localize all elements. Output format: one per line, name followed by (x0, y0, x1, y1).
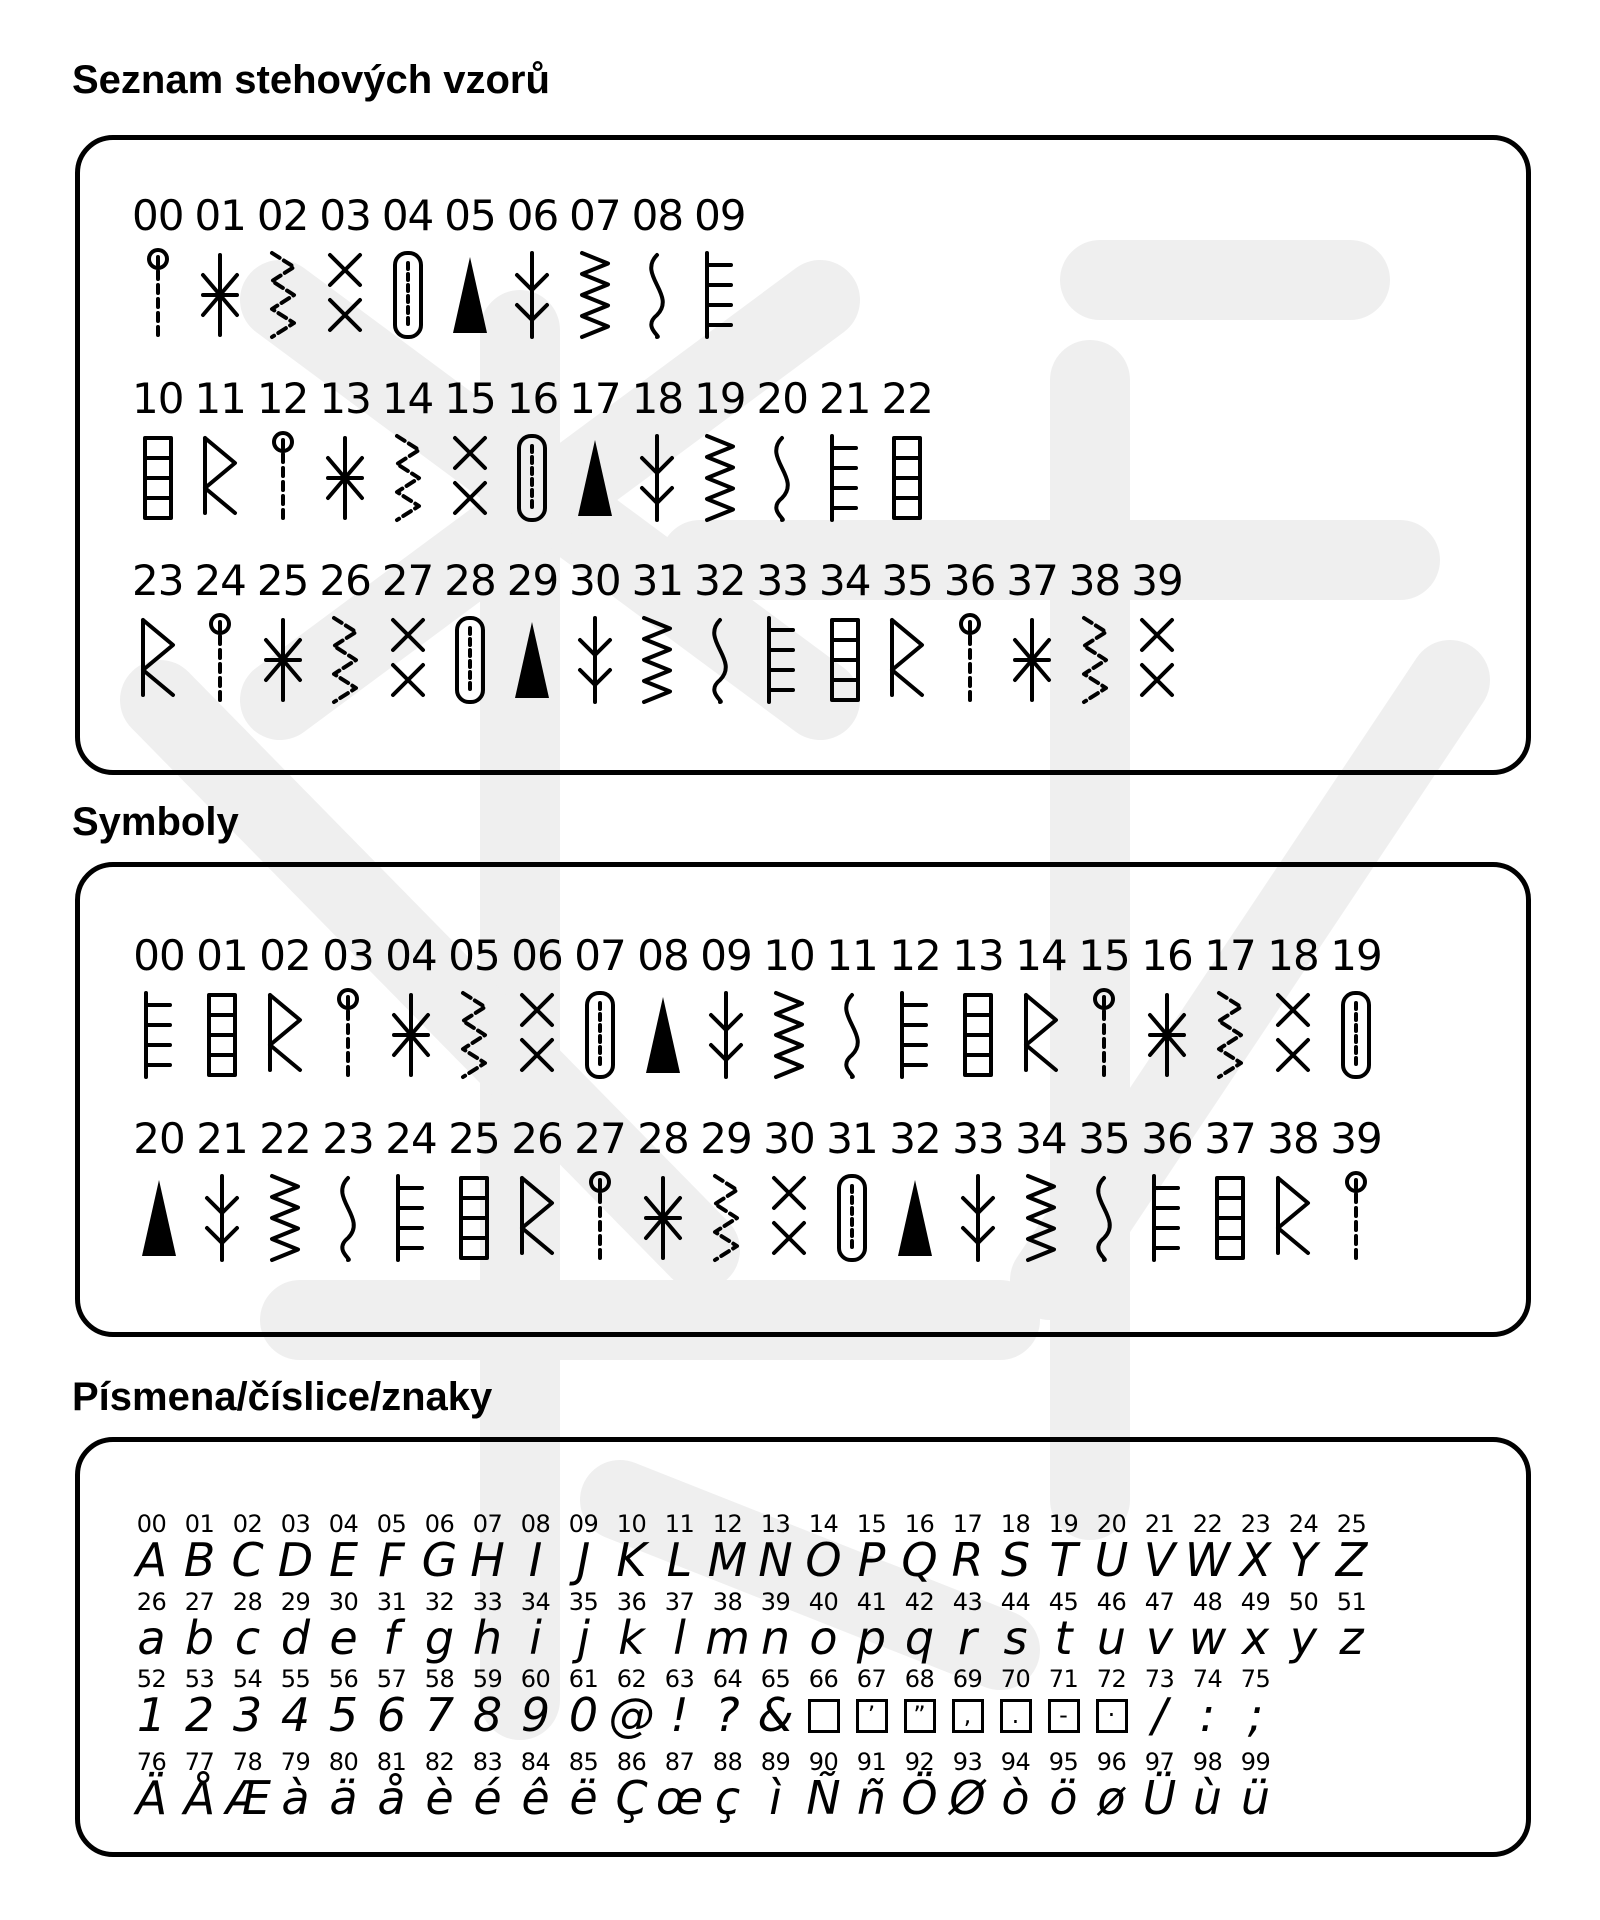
stitch-number: 39 (1131, 556, 1183, 605)
symbol-number: 01 (196, 931, 248, 980)
letter-number: 55 (280, 1665, 311, 1693)
letter-glyph: & (757, 1688, 794, 1742)
letter-number: 32 (424, 1588, 455, 1616)
boxed-glyph-mark: , (963, 1701, 972, 1729)
stitch-number: 26 (319, 556, 371, 605)
stitch-number: 18 (631, 374, 684, 423)
letter-number: 07 (472, 1510, 503, 1538)
letter-number: 35 (568, 1588, 599, 1616)
letter-number: 52 (136, 1665, 167, 1693)
letter-number: 15 (856, 1510, 887, 1538)
letter-number: 09 (568, 1510, 599, 1538)
letter-number: 95 (1048, 1748, 1079, 1776)
letter-glyph: G (421, 1533, 458, 1587)
symbol-number: 13 (952, 931, 1004, 980)
letter-number: 33 (472, 1588, 503, 1616)
letter-glyph: s (1003, 1611, 1028, 1665)
symbol-number: 03 (322, 931, 374, 980)
letter-glyph: b (184, 1611, 215, 1665)
letter-glyph: ù (1192, 1771, 1223, 1825)
stitch-number: 20 (756, 374, 808, 423)
letter-number: 38 (712, 1588, 743, 1616)
letter-number: 37 (664, 1588, 695, 1616)
symbol-number: 30 (763, 1114, 815, 1163)
stitch-number: 29 (506, 556, 559, 605)
symbol-number: 06 (511, 931, 563, 980)
symbol-number: 34 (1015, 1114, 1067, 1163)
letter-glyph: ; (1247, 1688, 1264, 1742)
letter-number: 60 (520, 1665, 551, 1693)
letter-glyph: Ç (615, 1771, 648, 1825)
letter-number: 28 (232, 1588, 263, 1616)
stitch-number: 14 (381, 374, 434, 423)
letter-number: 72 (1096, 1665, 1127, 1693)
symbol-number: 22 (259, 1114, 311, 1163)
stitch-number: 07 (569, 191, 621, 240)
letter-glyph: 6 (376, 1688, 407, 1742)
letter-glyph: W (1184, 1533, 1231, 1587)
letter-number: 02 (232, 1510, 263, 1538)
letter-glyph: k (618, 1611, 645, 1665)
letter-glyph: K (616, 1533, 647, 1587)
letter-glyph: @ (608, 1688, 655, 1742)
symbol-number: 04 (385, 931, 437, 980)
letter-glyph: 2 (184, 1688, 215, 1742)
letter-glyph: t (1054, 1611, 1073, 1665)
letter-glyph: F (378, 1533, 405, 1587)
letter-glyph: c (234, 1611, 261, 1665)
letter-glyph: ä (329, 1771, 358, 1825)
letter-glyph: Ä (135, 1771, 168, 1825)
letter-glyph: 4 (280, 1688, 311, 1742)
symbol-number: 17 (1204, 931, 1256, 980)
letter-number: 93 (952, 1748, 983, 1776)
letter-number: 23 (1240, 1510, 1271, 1538)
letter-glyph: S (1000, 1533, 1031, 1587)
symbol-number: 38 (1267, 1114, 1319, 1163)
letter-glyph: o (809, 1611, 838, 1665)
letter-glyph: 5 (328, 1688, 359, 1742)
letter-glyph: ç (714, 1771, 741, 1825)
symbol-number: 29 (700, 1114, 752, 1163)
letter-glyph: Ñ (806, 1771, 841, 1825)
letter-glyph: B (183, 1533, 216, 1587)
stitch-number: 17 (569, 374, 621, 423)
stitch-list-heading: Seznam stehových vzorů (72, 58, 550, 102)
symbol-number: 05 (448, 931, 500, 980)
letter-number: 76 (136, 1748, 167, 1776)
symbol-number: 11 (826, 931, 878, 980)
symbol-number: 12 (889, 931, 941, 980)
letter-number: 31 (376, 1588, 407, 1616)
letter-glyph: L (666, 1533, 693, 1587)
letter-number: 87 (664, 1748, 695, 1776)
letter-glyph: g (424, 1611, 455, 1665)
letter-number: 40 (808, 1588, 839, 1616)
letter-glyph: ü (1240, 1771, 1271, 1825)
symbol-number: 27 (574, 1114, 626, 1163)
letter-number: 39 (760, 1588, 791, 1616)
letter-number: 21 (1144, 1510, 1175, 1538)
letter-glyph: ê (521, 1771, 550, 1825)
letter-number: 57 (376, 1665, 407, 1693)
letter-glyph: m (705, 1611, 750, 1665)
letter-glyph: R (951, 1533, 984, 1587)
letter-number: 36 (616, 1588, 647, 1616)
letter-number: 61 (568, 1665, 599, 1693)
symbols-heading: Symboly (72, 800, 239, 844)
letter-glyph: 0 (568, 1688, 599, 1742)
stitch-number: 22 (881, 374, 933, 423)
stitch-number: 27 (381, 556, 434, 605)
letter-number: 49 (1240, 1588, 1271, 1616)
stitch-number: 03 (319, 191, 371, 240)
symbol-number: 23 (322, 1114, 374, 1163)
boxed-glyph-mark: . (1011, 1701, 1020, 1729)
letter-glyph: ø (1097, 1771, 1126, 1825)
stitch-number: 36 (943, 556, 996, 605)
letter-glyph: å (377, 1771, 406, 1825)
letter-number: 62 (616, 1665, 647, 1693)
letter-number: 11 (664, 1510, 695, 1538)
letter-glyph: / (1151, 1688, 1168, 1742)
letter-number: 16 (904, 1510, 935, 1538)
letter-glyph: ! (670, 1688, 689, 1742)
letter-number: 80 (328, 1748, 359, 1776)
letter-number: 99 (1240, 1748, 1271, 1776)
letter-glyph: 8 (472, 1688, 503, 1742)
letter-glyph: u (1096, 1611, 1127, 1665)
letter-glyph: 9 (520, 1688, 551, 1742)
letter-number: 51 (1336, 1588, 1367, 1616)
letter-number: 84 (520, 1748, 551, 1776)
letter-glyph: h (472, 1611, 503, 1665)
stitch-number: 15 (444, 374, 496, 423)
symbol-number: 19 (1330, 931, 1382, 980)
letter-number: 66 (808, 1665, 839, 1693)
stitch-number: 32 (694, 556, 746, 605)
symbol-number: 24 (385, 1114, 437, 1163)
letter-glyph: N (758, 1533, 793, 1587)
symbol-number: 28 (637, 1114, 689, 1163)
letter-glyph: U (1094, 1533, 1129, 1587)
stitch-number: 16 (506, 374, 559, 423)
letter-glyph: C (231, 1533, 264, 1587)
letter-number: 30 (328, 1588, 359, 1616)
letter-glyph: œ (655, 1771, 704, 1825)
symbol-number: 02 (259, 931, 311, 980)
letter-number: 78 (232, 1748, 263, 1776)
letter-glyph: Y (1289, 1533, 1318, 1587)
stitch-number: 12 (256, 374, 309, 423)
letter-glyph: d (280, 1611, 311, 1665)
letter-number: 68 (904, 1665, 935, 1693)
letter-number: 92 (904, 1748, 935, 1776)
letter-glyph: V (1143, 1533, 1176, 1587)
letter-glyph: x (1241, 1611, 1270, 1665)
symbol-number: 16 (1141, 931, 1193, 980)
letter-number: 58 (424, 1665, 455, 1693)
stitch-number: 10 (132, 374, 184, 423)
stitch-number: 38 (1068, 556, 1121, 605)
letter-number: 00 (136, 1510, 167, 1538)
boxed-glyph-mark: · (1107, 1701, 1116, 1729)
letter-number: 54 (232, 1665, 263, 1693)
stitch-number: 25 (256, 556, 309, 605)
letter-number: 89 (760, 1748, 791, 1776)
letter-glyph: r (958, 1611, 977, 1665)
letter-number: 01 (184, 1510, 215, 1538)
letter-number: 47 (1144, 1588, 1175, 1616)
stitch-number: 37 (1006, 556, 1058, 605)
letter-number: 75 (1240, 1665, 1271, 1693)
boxed-glyph-mark: - (1059, 1701, 1068, 1729)
letter-number: 48 (1192, 1588, 1223, 1616)
letter-number: 67 (856, 1665, 887, 1693)
symbol-number: 32 (889, 1114, 941, 1163)
stitch-number: 19 (694, 374, 746, 423)
letter-number: 45 (1048, 1588, 1079, 1616)
letter-glyph: j (577, 1611, 590, 1665)
symbols-panel (75, 862, 1531, 1337)
stitch-number: 02 (256, 191, 309, 240)
letter-number: 81 (376, 1748, 407, 1776)
stitch-number: 33 (756, 556, 808, 605)
stitch-number: 08 (631, 191, 684, 240)
letter-number: 46 (1096, 1588, 1127, 1616)
letter-glyph: 1 (136, 1688, 167, 1742)
symbol-number: 14 (1015, 931, 1067, 980)
letter-glyph: ? (715, 1688, 740, 1742)
letter-glyph: H (470, 1533, 505, 1587)
letter-number: 65 (760, 1665, 791, 1693)
stitch-number: 31 (631, 556, 684, 605)
stitch-number: 24 (194, 556, 246, 605)
letter-glyph: Q (901, 1533, 938, 1587)
symbol-number: 20 (133, 1114, 185, 1163)
letter-number: 17 (952, 1510, 983, 1538)
symbol-number: 36 (1141, 1114, 1193, 1163)
symbol-number: 31 (826, 1114, 878, 1163)
letter-glyph: è (425, 1771, 454, 1825)
letter-number: 71 (1048, 1665, 1079, 1693)
stitch-number: 13 (319, 374, 371, 423)
letter-number: 12 (712, 1510, 743, 1538)
letter-number: 18 (1000, 1510, 1031, 1538)
letter-number: 91 (856, 1748, 887, 1776)
letter-glyph: Æ (225, 1771, 270, 1825)
letter-number: 25 (1336, 1510, 1367, 1538)
symbol-number: 35 (1078, 1114, 1130, 1163)
letter-glyph: v (1145, 1611, 1174, 1665)
letter-glyph: T (1049, 1533, 1078, 1587)
letter-number: 13 (760, 1510, 791, 1538)
letter-glyph: à (281, 1771, 310, 1825)
stitch-number: 01 (194, 191, 246, 240)
symbol-number: 10 (763, 931, 815, 980)
stitch-number: 09 (694, 191, 746, 240)
symbol-number: 08 (637, 931, 689, 980)
letter-number: 79 (280, 1748, 311, 1776)
letter-glyph: ë (569, 1771, 598, 1825)
letter-glyph: w (1188, 1611, 1227, 1665)
stitch-number: 23 (132, 556, 184, 605)
letters-panel (75, 1437, 1531, 1857)
letter-number: 03 (280, 1510, 311, 1538)
letter-number: 44 (1000, 1588, 1031, 1616)
symbol-number: 25 (448, 1114, 500, 1163)
letter-number: 83 (472, 1748, 503, 1776)
letter-glyph: 7 (424, 1688, 455, 1742)
letter-number: 29 (280, 1588, 311, 1616)
letter-number: 05 (376, 1510, 407, 1538)
stitch-number: 05 (444, 191, 496, 240)
symbol-number: 18 (1267, 931, 1319, 980)
letter-glyph: M (707, 1533, 748, 1587)
letter-glyph: : (1199, 1688, 1216, 1742)
stitch-pattern-panel (75, 135, 1531, 775)
letter-glyph: P (857, 1533, 886, 1587)
letter-number: 19 (1048, 1510, 1079, 1538)
stitch-number: 00 (132, 191, 184, 240)
stitch-number: 35 (881, 556, 933, 605)
letter-glyph: l (673, 1611, 686, 1665)
letter-glyph: f (383, 1611, 400, 1665)
letter-glyph: z (1339, 1611, 1364, 1665)
letter-number: 69 (952, 1665, 983, 1693)
letter-number: 08 (520, 1510, 551, 1538)
stitch-number: 04 (381, 191, 434, 240)
letter-number: 41 (856, 1588, 887, 1616)
letter-glyph: J (576, 1533, 591, 1587)
letter-glyph: Ü (1142, 1771, 1177, 1825)
letter-number: 50 (1288, 1588, 1319, 1616)
boxed-glyph-mark: ’ (867, 1701, 876, 1729)
letter-glyph: I (528, 1533, 543, 1587)
letter-number: 20 (1096, 1510, 1127, 1538)
letter-number: 88 (712, 1748, 743, 1776)
letter-glyph: E (328, 1533, 359, 1587)
letter-glyph: é (473, 1771, 502, 1825)
letter-glyph: 3 (232, 1688, 263, 1742)
letter-number: 86 (616, 1748, 647, 1776)
symbol-number: 15 (1078, 931, 1130, 980)
letter-glyph: i (529, 1611, 542, 1665)
stitch-number: 30 (569, 556, 621, 605)
letter-glyph: Ö (901, 1771, 938, 1825)
letter-glyph: Z (1335, 1533, 1368, 1587)
letter-number: 73 (1144, 1665, 1175, 1693)
letter-glyph: X (1239, 1533, 1272, 1587)
letter-number: 27 (184, 1588, 215, 1616)
letter-number: 97 (1144, 1748, 1175, 1776)
letter-glyph: p (856, 1611, 887, 1665)
letter-glyph: Å (183, 1771, 216, 1825)
letter-number: 64 (712, 1665, 743, 1693)
letter-glyph: ö (1049, 1771, 1078, 1825)
letter-glyph: n (760, 1611, 791, 1665)
symbol-number: 37 (1204, 1114, 1256, 1163)
letter-number: 90 (808, 1748, 839, 1776)
symbol-number: 21 (196, 1114, 248, 1163)
letter-glyph: A (135, 1533, 168, 1587)
letter-number: 06 (424, 1510, 455, 1538)
letter-number: 94 (1000, 1748, 1031, 1776)
letter-glyph: a (137, 1611, 166, 1665)
letter-number: 96 (1096, 1748, 1127, 1776)
symbol-number: 00 (133, 931, 185, 980)
letter-number: 26 (136, 1588, 167, 1616)
letter-number: 63 (664, 1665, 695, 1693)
letter-number: 04 (328, 1510, 359, 1538)
letter-number: 10 (616, 1510, 647, 1538)
letter-number: 34 (520, 1588, 551, 1616)
boxed-glyph-mark: ” (913, 1701, 926, 1729)
stitch-number: 21 (818, 374, 871, 423)
letter-number: 77 (184, 1748, 215, 1776)
letters-heading: Písmena/číslice/znaky (72, 1375, 493, 1419)
letter-number: 70 (1000, 1665, 1031, 1693)
stitch-number: 11 (194, 374, 246, 423)
letter-glyph: ì (769, 1771, 782, 1825)
letter-glyph: q (904, 1611, 935, 1665)
letter-glyph: Ø (949, 1771, 986, 1825)
symbol-number: 33 (952, 1114, 1004, 1163)
letter-number: 98 (1192, 1748, 1223, 1776)
letter-number: 56 (328, 1665, 359, 1693)
letter-number: 14 (808, 1510, 839, 1538)
letter-number: 82 (424, 1748, 455, 1776)
symbol-number: 26 (511, 1114, 563, 1163)
symbol-number: 39 (1330, 1114, 1382, 1163)
symbol-number: 07 (574, 931, 626, 980)
letter-number: 59 (472, 1665, 503, 1693)
letter-glyph: e (329, 1611, 358, 1665)
letter-number: 74 (1192, 1665, 1223, 1693)
symbol-number: 09 (700, 931, 752, 980)
letter-glyph: ò (1001, 1771, 1030, 1825)
letter-glyph: O (805, 1533, 842, 1587)
letter-number: 85 (568, 1748, 599, 1776)
letter-number: 42 (904, 1588, 935, 1616)
stitch-number: 34 (818, 556, 871, 605)
letter-glyph: y (1289, 1611, 1318, 1665)
letter-number: 22 (1192, 1510, 1223, 1538)
letter-number: 43 (952, 1588, 983, 1616)
letter-glyph: ñ (856, 1771, 887, 1825)
letter-number: 53 (184, 1665, 215, 1693)
letter-number: 24 (1288, 1510, 1319, 1538)
stitch-number: 06 (506, 191, 559, 240)
letter-glyph: D (277, 1533, 314, 1587)
stitch-number: 28 (444, 556, 496, 605)
